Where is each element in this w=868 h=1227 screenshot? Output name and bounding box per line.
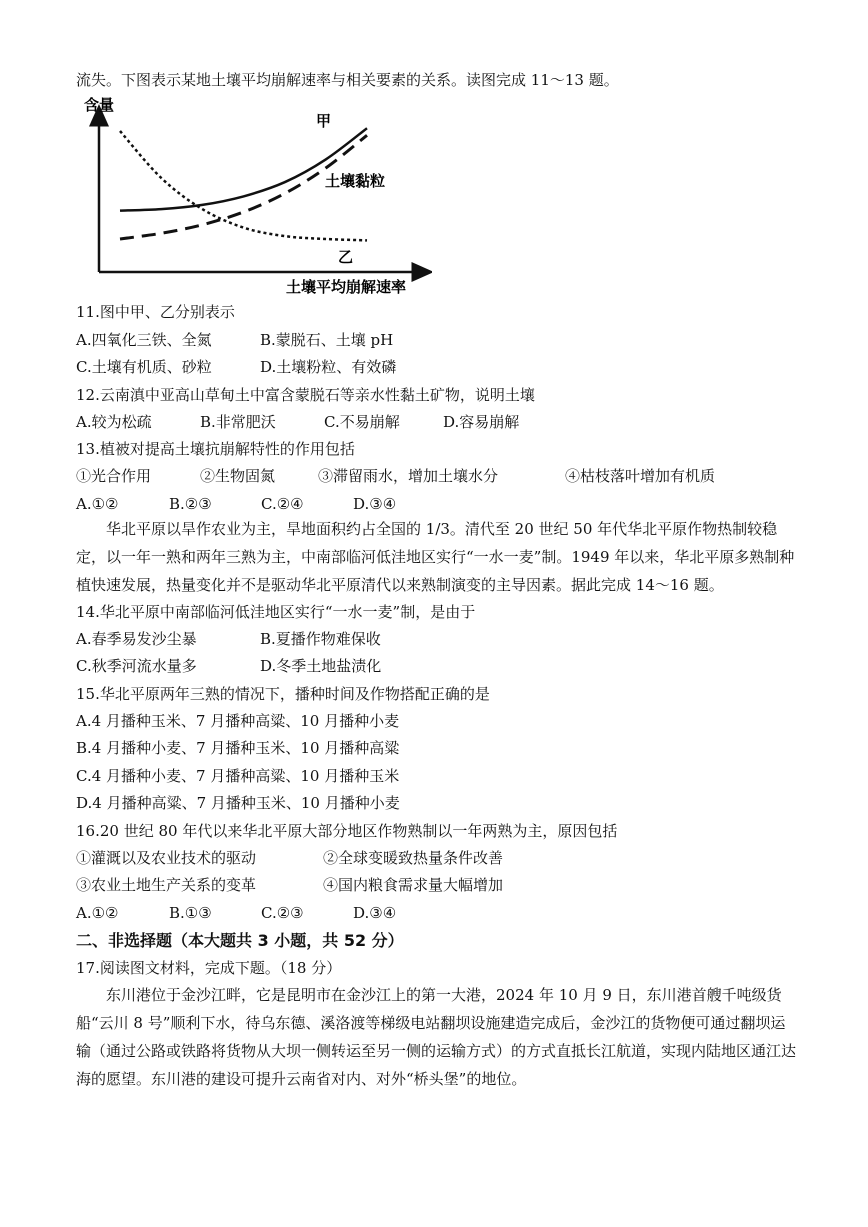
q11-option-a: A.四氧化三铁、全氮: [76, 331, 212, 349]
q16-statement-1: ①灌溉以及农业技术的驱动: [76, 849, 257, 867]
q13-option-c: C.②④: [261, 495, 304, 513]
q16-statements-row2: [76, 875, 503, 895]
q11-option-c: C.土壤有机质、砂粒: [76, 358, 212, 376]
q17-passage: 东川港位于金沙江畔，它是昆明市在金沙江上的第一大港，2024 年 10 月 9 日，东川港首艘千吨级货船“云川 8 号”顺利下水，待乌东德、溪洛渡等梯级电站翻坝设施建造完成后，金沙江的货物便可通过翻坝运输（通过公路或铁路将货物从大坝一侧转运至另一侧的运输方式）的方式直抵长江航道，实现内陆地区通江达海的愿望。东川港的建设可提升云南省对内、对外“桥头堡”的地位。: [76, 986, 797, 1088]
q14-stem: 14.华北平原中南部临河低洼地区实行“一水一麦”制，是由于: [76, 603, 476, 621]
q15-option-b: B.4 月播种小麦、7 月播种玉米、10 月播种高粱: [76, 739, 400, 757]
q16-stem: 16.20 世纪 80 年代以来华北平原大部分地区作物熟制以一年两熟为主，原因包括: [76, 822, 618, 840]
q12-stem: 12.云南滇中亚高山草甸土中富含蒙脱石等亲水性黏土矿物，说明土壤: [76, 386, 535, 404]
q14-options-row2: [76, 656, 381, 676]
soil-chart: [82, 96, 432, 296]
q16-option-c: C.②③: [261, 904, 304, 922]
q13-statement-2: ②生物固氮: [200, 467, 276, 485]
q12-option-c: C.不易崩解: [324, 413, 400, 431]
q13-option-a: A.①②: [76, 495, 119, 513]
q12-options: [76, 412, 519, 432]
q16-option-a: A.①②: [76, 904, 119, 922]
q12-option-a: A.较为松疏: [76, 413, 152, 431]
q14-option-c: C.秋季河流水量多: [76, 657, 197, 675]
q13-statement-3: ③滞留雨水，增加土壤水分: [318, 467, 499, 485]
q15-option-c: C.4 月播种小麦、7 月播种高粱、10 月播种玉米: [76, 767, 400, 785]
q15-option-d: D.4 月播种高粱、7 月播种玉米、10 月播种小麦: [76, 794, 400, 812]
q16-statements-row1: [76, 848, 503, 868]
q13-option-b: B.②③: [169, 495, 212, 513]
section-2-heading: 二、非选择题（本大题共 3 小题，共 52 分）: [76, 931, 404, 950]
q13-option-d: D.③④: [353, 495, 397, 513]
q14-option-b: B.夏播作物难保收: [260, 630, 381, 648]
series-yi-label: 乙: [338, 248, 354, 266]
q16-statement-4: ④国内粮食需求量大幅增加: [323, 876, 504, 894]
q11-option-d: D.土壤粉粒、有效磷: [260, 358, 397, 376]
series-nianli-label: 土壤黏粒: [325, 172, 386, 190]
q14-option-a: A.春季易发沙尘暴: [76, 630, 197, 648]
q11-options-row2: [76, 357, 396, 377]
intro-text: 流失。下图表示某地土壤平均崩解速率与相关要素的关系。读图完成 11～13 题。: [76, 71, 619, 89]
q13-options: [76, 494, 396, 514]
q13-statement-1: ①光合作用: [76, 467, 152, 485]
q17-stem: 17.阅读图文材料，完成下题。（18 分）: [76, 959, 342, 977]
q13-statement-4: ④枯枝落叶增加有机质: [565, 467, 716, 485]
q11-options-row1: [76, 330, 393, 350]
q12-option-b: B.非常肥沃: [200, 413, 276, 431]
q13-statements: [76, 466, 715, 486]
passage-north-china-plain: 华北平原以旱作农业为主，旱地面积约占全国的 1/3。清代至 20 世纪 50 年代华北平原作物热制较稳定，以一年一熟和两年三熟为主，中南部临河低洼地区实行“一水一麦”制。1949 年以来，华北平原多熟制种植快速发展，热量变化并不是驱动华北平原清代以来熟制演变的主导因素。据此完成 14～16 题。: [76, 520, 795, 594]
q14-option-d: D.冬季土地盐渍化: [260, 657, 382, 675]
q16-statement-3: ③农业土地生产关系的变革: [76, 876, 257, 894]
q14-options-row1: [76, 629, 381, 649]
y-axis-label: 含量: [84, 96, 115, 114]
series-jia-line: [120, 128, 367, 210]
q16-statement-2: ②全球变暖致热量条件改善: [323, 849, 504, 867]
q15-option-a: A.4 月播种玉米、7 月播种高粱、10 月播种小麦: [76, 712, 400, 730]
q16-option-d: D.③④: [353, 904, 397, 922]
q13-stem: 13.植被对提高土壤抗崩解特性的作用包括: [76, 440, 355, 458]
q11-option-b: B.蒙脱石、土壤 pH: [260, 331, 394, 349]
x-axis-label: 土壤平均崩解速率: [286, 278, 407, 296]
q11-stem: 11.图中甲、乙分别表示: [76, 303, 235, 321]
q12-option-d: D.容易崩解: [443, 413, 520, 431]
q15-stem: 15.华北平原两年三熟的情况下，播种时间及作物搭配正确的是: [76, 685, 490, 703]
series-jia-label: 甲: [316, 112, 332, 130]
q16-options: [76, 903, 396, 923]
q16-option-b: B.①③: [169, 904, 212, 922]
